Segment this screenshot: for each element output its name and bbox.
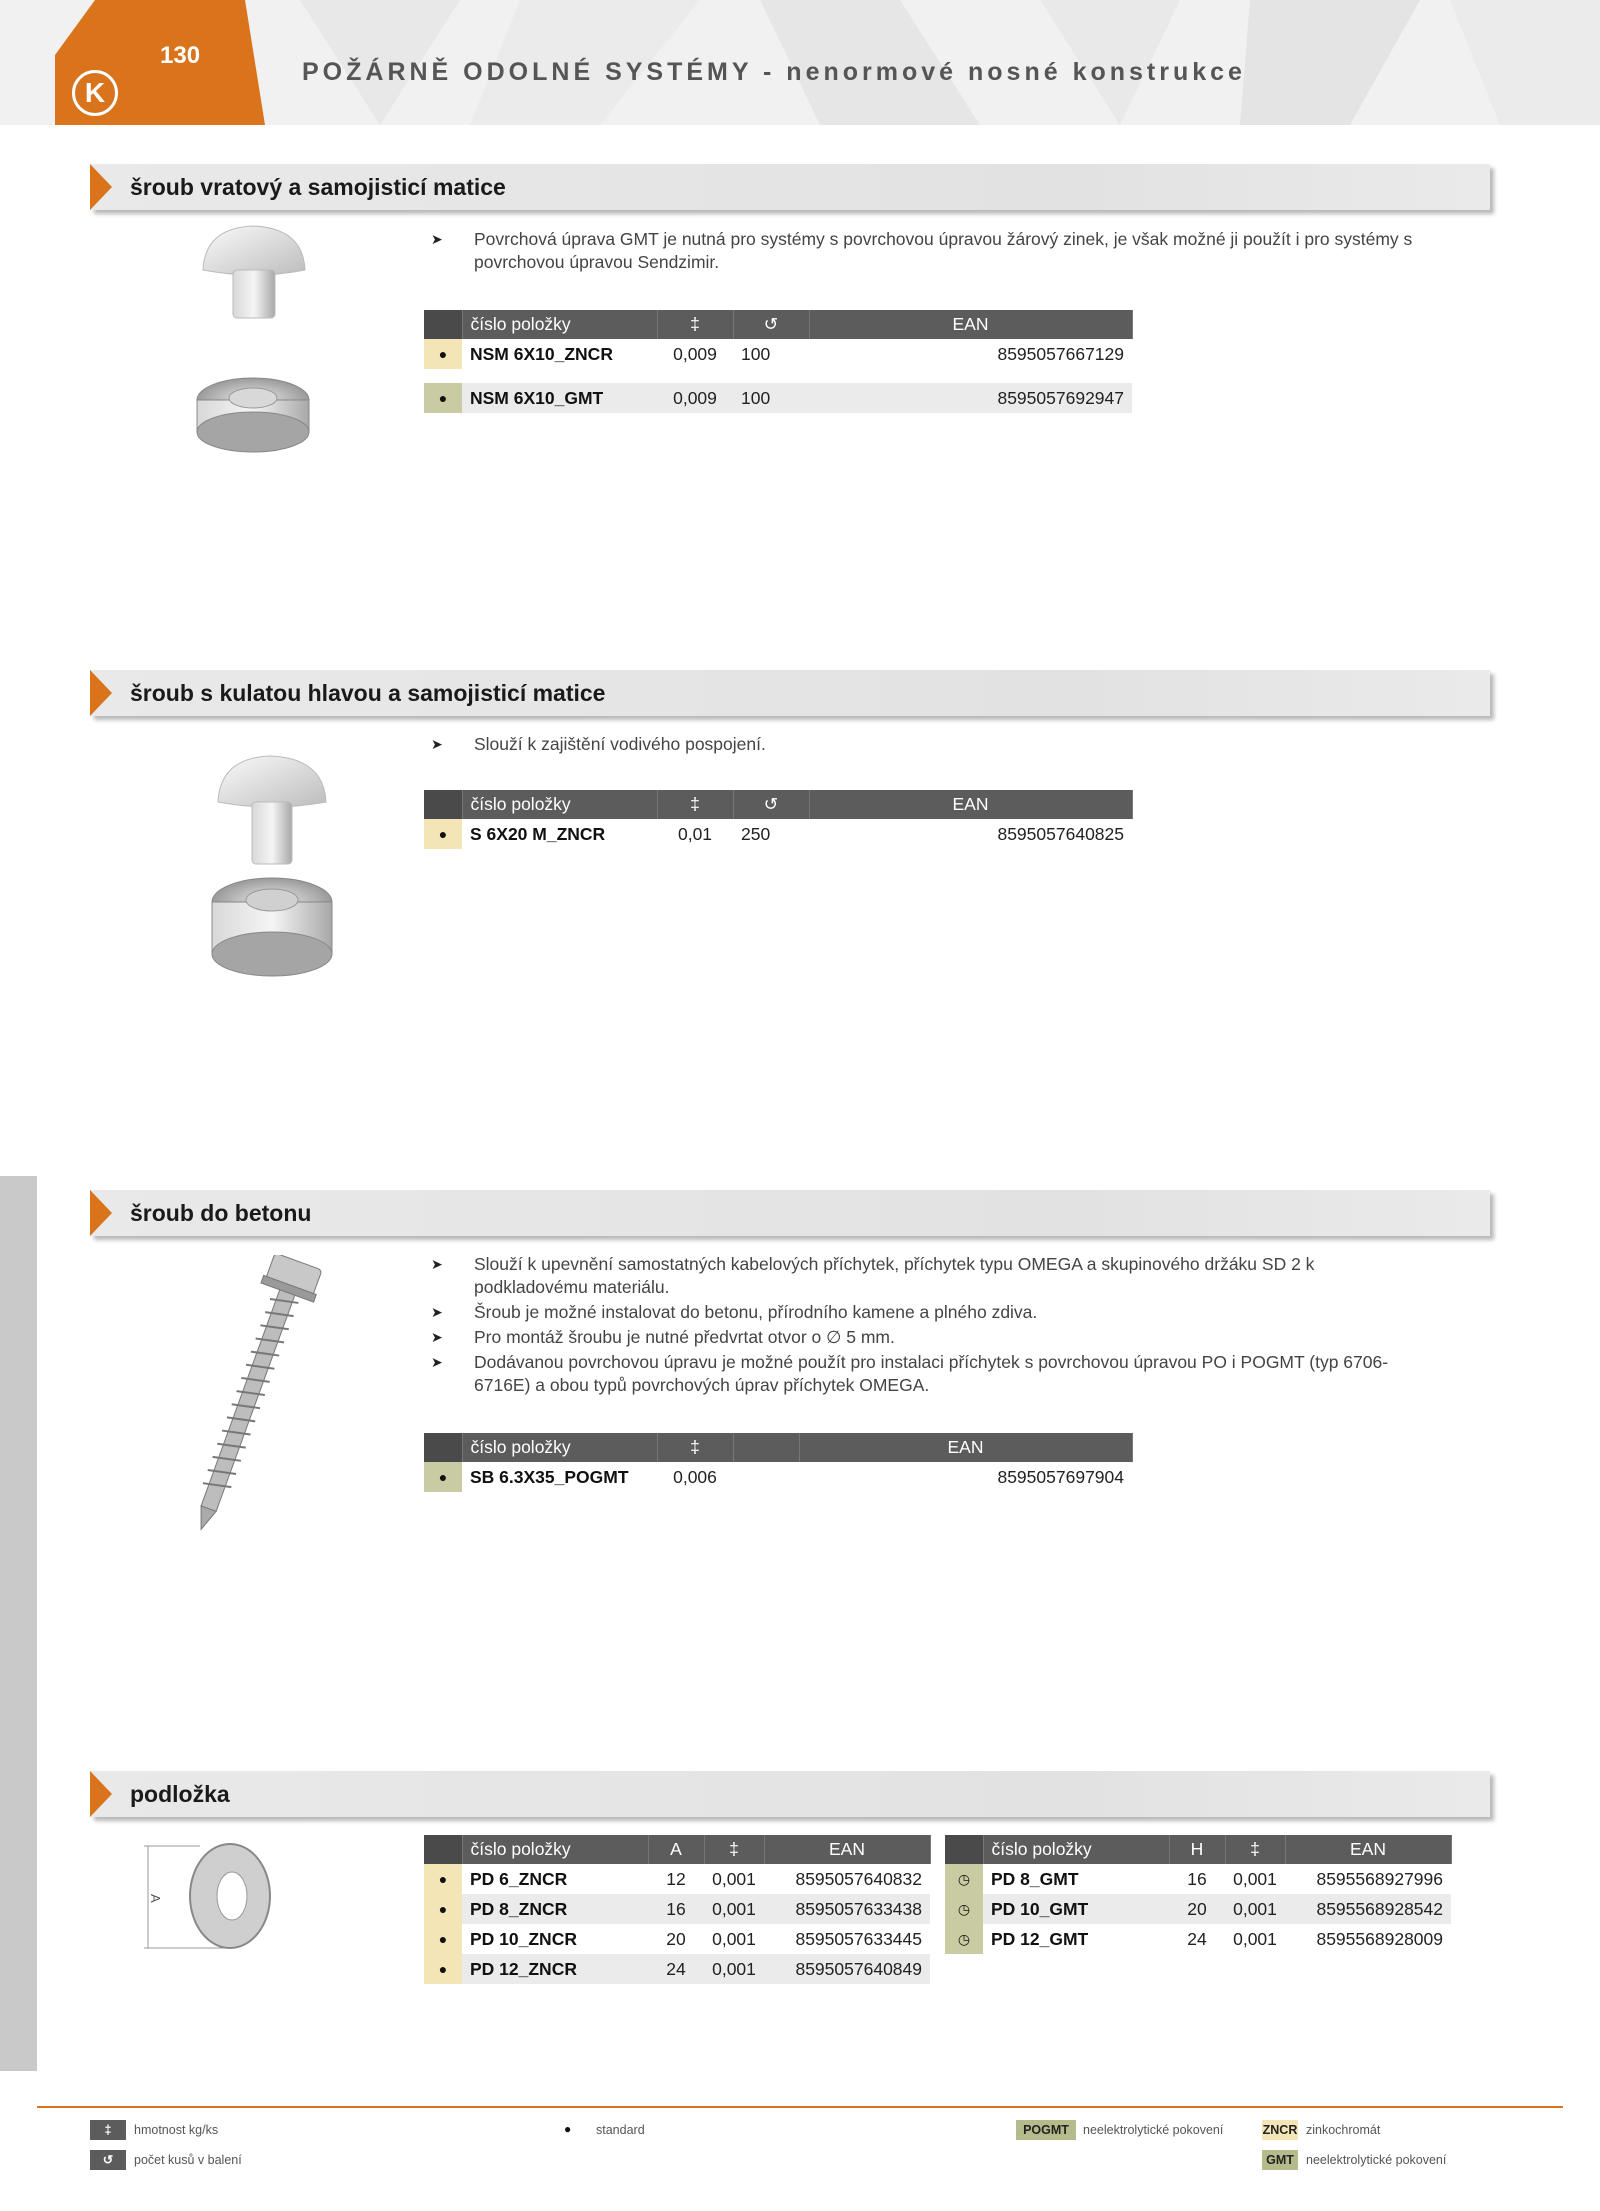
product-table-concrete-screw: [424, 1433, 1133, 1492]
ean-value: 8595568927996: [1316, 1868, 1443, 1889]
table-row: [424, 1462, 1132, 1492]
item-code: PD 8_GMT: [991, 1868, 1079, 1889]
pcs-value: 250: [741, 823, 771, 844]
legend-pogmt-label: neelektrolytické pokovení: [1083, 2123, 1224, 2137]
page-title: POŽÁRNĚ ODOLNÉ SYSTÉMY - nenormové nosné konstrukce: [302, 58, 1246, 86]
on-request-marker-icon: ◷: [945, 1864, 983, 1894]
dim-value: 12: [666, 1868, 686, 1889]
bullet-item: ➤ Slouží k upevnění samostatných kabelových příchytek, příchytek typu OMEGA a skupinového držáku SD 2 k podkladovému materiálu.: [431, 1254, 1315, 1297]
col-item: číslo položky: [462, 1433, 657, 1462]
item-code: PD 12_ZNCR: [462, 1954, 648, 1984]
weight-value: 0,006: [673, 1466, 717, 1487]
bullet-item: ➤ Slouží k zajištění vodivého pospojení.: [431, 734, 766, 754]
standard-marker-icon: ●: [424, 1864, 462, 1894]
col-item: číslo položky: [462, 1835, 648, 1864]
legend-zncr-label: zinkochromát: [1306, 2123, 1381, 2137]
section-header-washer: [90, 1771, 1490, 1817]
standard-marker-icon: ●: [424, 383, 462, 413]
weight-value: 0,001: [712, 1868, 756, 1889]
weight-icon: ‡: [657, 790, 733, 819]
table-row: [424, 1894, 930, 1924]
standard-marker-icon: ●: [424, 819, 462, 849]
section-header-round-head-bolt: [90, 670, 1490, 716]
product-table-washer-zncr: [424, 1835, 931, 1984]
col-dimension: A: [648, 1835, 704, 1864]
item-code: PD 12_GMT: [991, 1928, 1089, 1949]
section-title: šroub vratový a samojisticí matice: [130, 174, 506, 200]
ean-value: 8595057633438: [764, 1894, 930, 1924]
product-table-carriage-bolt: [424, 310, 1133, 413]
dim-value: 16: [648, 1894, 704, 1924]
ean-value: 8595057633445: [795, 1928, 922, 1949]
item-code: S 6X20 M_ZNCR: [470, 823, 606, 844]
legend-standard-label: standard: [596, 2123, 645, 2137]
legend-pogmt-code: POGMT: [1016, 2120, 1076, 2140]
page-number: 130: [160, 42, 201, 69]
package-icon: ↺: [733, 310, 809, 339]
dim-value: 20: [666, 1928, 686, 1949]
ean-value: 8595057697904: [997, 1466, 1124, 1487]
table-header-row: [424, 310, 1132, 339]
section-header-carriage-bolt: [90, 164, 1490, 210]
section-title: šroub do betonu: [130, 1200, 312, 1226]
legend-gmt-label: neelektrolytické pokovení: [1306, 2153, 1447, 2167]
standard-marker-icon: ●: [424, 1954, 462, 1984]
legend-package-label: počet kusů v balení: [134, 2153, 242, 2167]
round-head-bolt-and-nut-image: [208, 752, 338, 997]
legend-gmt-code: GMT: [1262, 2150, 1298, 2170]
table-header-row: [424, 1835, 930, 1864]
col-item: číslo položky: [983, 1835, 1169, 1864]
weight-value: 0,001: [1225, 1894, 1285, 1924]
weight-value: 0,001: [1233, 1928, 1277, 1949]
arrow-bullet-icon: ➤: [431, 231, 443, 247]
weight-icon: ‡: [1225, 1835, 1285, 1864]
pcs-value: 100: [733, 383, 809, 413]
on-request-marker-icon: ◷: [945, 1894, 983, 1924]
dim-value: 24: [648, 1954, 704, 1984]
table-row: [945, 1864, 1451, 1894]
arrow-bullet-icon: ➤: [431, 736, 443, 752]
weight-value: 0,01: [677, 823, 713, 844]
weight-value: 0,001: [712, 1928, 756, 1949]
package-icon: ↺: [90, 2150, 126, 2170]
bullet-item: ➤ Šroub je možné instalovat do betonu, přírodního kamene a plného zdiva.: [431, 1302, 1038, 1322]
legend-weight-label: hmotnost kg/ks: [134, 2123, 219, 2137]
arrow-bullet-icon: ➤: [431, 1304, 443, 1320]
section-title: šroub s kulatou hlavou a samojisticí matice: [130, 680, 606, 706]
ean-value: 8595057640849: [764, 1954, 930, 1984]
dimension-label: A: [148, 1894, 163, 1903]
table-row: [945, 1894, 1451, 1924]
ean-value: 8595568928542: [1285, 1894, 1451, 1924]
weight-icon: ‡: [657, 1433, 733, 1462]
pcs-value: [733, 1462, 799, 1492]
on-request-marker-icon: ◷: [945, 1924, 983, 1954]
ean-value: 8595057692947: [809, 383, 1132, 413]
section-arrow-icon: [90, 670, 112, 716]
bullet-item: ➤ Dodávanou povrchovou úpravu je možné použít pro instalaci příchytek s povrchovou úpravou PO i POGMT (typ 6706-6716E) a obou typů povrchových úprav příchytek OMEGA.: [431, 1352, 1389, 1395]
bullet-item: ➤ Povrchová úprava GMT je nutná pro systémy s povrchovou úpravou žárový zinek, je však možné ji použít i pro systémy s povrchovou úpravou Sendzimir.: [431, 229, 1413, 272]
item-code: PD 10_GMT: [983, 1894, 1169, 1924]
pcs-value: 100: [741, 343, 771, 364]
table-header-row: [424, 790, 1132, 819]
dim-value: 16: [1187, 1868, 1207, 1889]
ean-value: 8595057667129: [997, 343, 1124, 364]
item-code: SB 6.3X35_POGMT: [470, 1466, 629, 1487]
section-2-bullets: [428, 733, 1428, 758]
standard-marker-icon: ●: [424, 339, 462, 369]
table-header-row: [945, 1835, 1451, 1864]
col-ean: EAN: [809, 310, 1132, 339]
weight-value: 0,009: [673, 343, 717, 364]
col-dimension: H: [1169, 1835, 1225, 1864]
product-table-washer-gmt: [945, 1835, 1452, 1954]
table-row: [424, 1864, 930, 1894]
arrow-bullet-icon: ➤: [431, 1329, 443, 1345]
standard-marker-icon: ●: [424, 1924, 462, 1954]
table-header-row: [424, 1433, 1132, 1462]
side-bar: [0, 1176, 37, 2071]
standard-marker-icon: ●: [424, 1894, 462, 1924]
weight-value: 0,001: [704, 1894, 764, 1924]
section-title: podložka: [130, 1781, 230, 1807]
col-item: číslo položky: [462, 790, 657, 819]
item-code: PD 8_ZNCR: [462, 1894, 648, 1924]
table-row: [424, 1954, 930, 1984]
dim-value: 24: [1187, 1928, 1207, 1949]
footer-divider: [37, 2106, 1563, 2108]
table-row: [424, 383, 1132, 413]
weight-icon: ‡: [657, 310, 733, 339]
section-header-concrete-screw: [90, 1190, 1490, 1236]
ean-value: 8595057640832: [795, 1868, 922, 1889]
item-code: PD 6_ZNCR: [470, 1868, 568, 1889]
ean-value: 8595057640825: [997, 823, 1124, 844]
col-ean: EAN: [809, 790, 1132, 819]
dim-value: 20: [1169, 1894, 1225, 1924]
weight-icon: ‡: [704, 1835, 764, 1864]
product-table-round-head-bolt: [424, 790, 1133, 849]
col-ean: EAN: [764, 1835, 930, 1864]
arrow-bullet-icon: ➤: [431, 1256, 443, 1272]
bullet-item: ➤ Pro montáž šroubu je nutné předvrtat otvor o ∅ 5 mm.: [431, 1327, 895, 1347]
weight-value: 0,001: [704, 1954, 764, 1984]
standard-marker-icon: ●: [424, 1462, 462, 1492]
table-row: [424, 1924, 930, 1954]
standard-marker-icon: ●: [564, 2122, 572, 2136]
section-1-bullets: [428, 228, 1428, 276]
weight-icon: ‡: [90, 2120, 126, 2140]
weight-value: 0,009: [657, 383, 733, 413]
table-row: [945, 1924, 1451, 1954]
table-row: [424, 339, 1132, 369]
item-code: PD 10_ZNCR: [470, 1928, 577, 1949]
washer-image: [140, 1840, 280, 1952]
concrete-screw-image: [150, 1255, 325, 1540]
col-ean: EAN: [799, 1433, 1132, 1462]
carriage-bolt-and-nut-image: [195, 222, 315, 457]
logo-icon: K: [72, 70, 118, 116]
package-icon: ↺: [733, 790, 809, 819]
ean-value: 8595568928009: [1316, 1928, 1443, 1949]
weight-value: 0,001: [1233, 1868, 1277, 1889]
item-code: NSM 6X10_GMT: [462, 383, 657, 413]
col-ean: EAN: [1285, 1835, 1451, 1864]
section-arrow-icon: [90, 1190, 112, 1236]
arrow-bullet-icon: ➤: [431, 1354, 443, 1370]
col-item: číslo položky: [462, 310, 657, 339]
col-empty: [733, 1433, 799, 1462]
section-arrow-icon: [90, 1771, 112, 1817]
legend-zncr-code: ZNCR: [1262, 2120, 1298, 2140]
section-arrow-icon: [90, 164, 112, 210]
table-row: [424, 819, 1132, 849]
item-code: NSM 6X10_ZNCR: [470, 343, 613, 364]
section-3-bullets: [428, 1253, 1428, 1399]
